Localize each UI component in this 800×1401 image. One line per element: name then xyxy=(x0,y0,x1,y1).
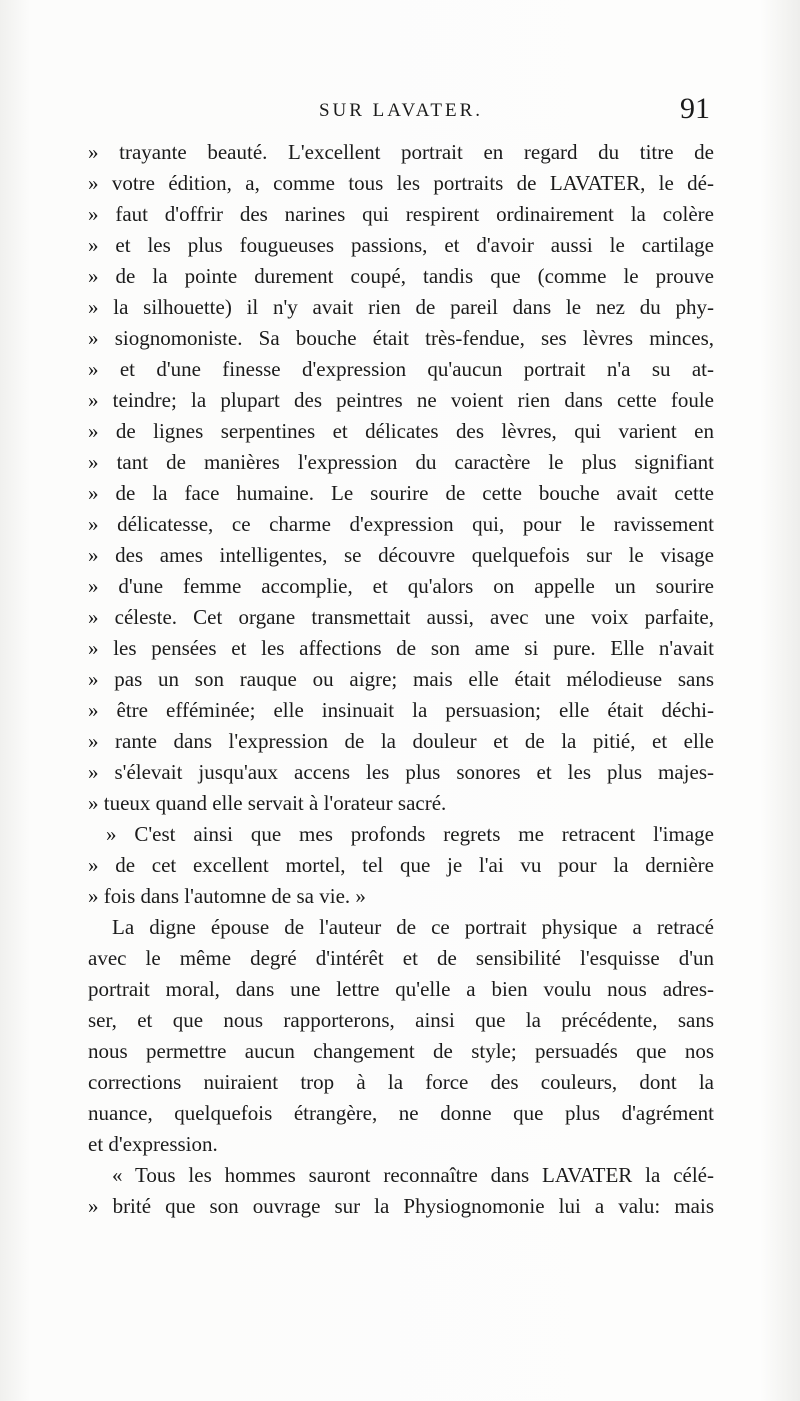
body-text xyxy=(88,137,714,1222)
text-line: » fois dans l'automne de sa vie. » xyxy=(88,884,366,908)
page-number: 91 xyxy=(680,92,710,125)
text-line: portrait moral, dans une lettre qu'elle a bien voulu nous adres- xyxy=(88,977,714,1001)
text-line: » s'élevait jusqu'aux accens les plus sonores et les plus majes- xyxy=(88,760,714,784)
text-line: avec le même degré d'intérêt et de sensibilité l'esquisse d'un xyxy=(88,946,714,970)
text-line: nous permettre aucun changement de style; persuadés que nos xyxy=(88,1039,714,1063)
text-line: » rante dans l'expression de la douleur et de la pitié, et elle xyxy=(88,729,714,753)
text-line: » de la pointe durement coupé, tandis que (comme le prouve xyxy=(88,264,714,288)
text-line: » teindre; la plupart des peintres ne voient rien dans cette foule xyxy=(88,388,714,412)
text-line: « Tous les hommes sauront reconnaître dans LAVATER la célé- xyxy=(112,1163,714,1187)
text-line: ser, et que nous rapporterons, ainsi que la précédente, sans xyxy=(88,1008,714,1032)
text-line: » votre édition, a, comme tous les portraits de LAVATER, le dé- xyxy=(88,171,714,195)
text-line: » d'une femme accomplie, et qu'alors on appelle un sourire xyxy=(88,574,714,598)
text-line: » de lignes serpentines et délicates des lèvres, qui varient en xyxy=(88,419,714,443)
text-line: » C'est ainsi que mes profonds regrets me retracent l'image xyxy=(106,822,714,846)
text-line: » de cet excellent mortel, tel que je l'ai vu pour la dernière xyxy=(88,853,714,877)
text-line: » brité que son ouvrage sur la Physiognomonie lui a valu: mais xyxy=(88,1194,714,1218)
text-line: » pas un son rauque ou aigre; mais elle était mélodieuse sans xyxy=(88,667,714,691)
text-line: » et d'une finesse d'expression qu'aucun portrait n'a su at- xyxy=(88,357,714,381)
text-line: » céleste. Cet organe transmettait aussi, avec une voix parfaite, xyxy=(88,605,714,629)
text-line: » tueux quand elle servait à l'orateur sacré. xyxy=(88,791,447,815)
text-line: » faut d'offrir des narines qui respirent ordinairement la colère xyxy=(88,202,714,226)
text-line: » siognomoniste. Sa bouche était très-fendue, ses lèvres minces, xyxy=(88,326,714,350)
text-line: » des ames intelligentes, se découvre quelquefois sur le visage xyxy=(88,543,714,567)
text-line: nuance, quelquefois étrangère, ne donne que plus d'agrément xyxy=(88,1101,714,1125)
text-line: » de la face humaine. Le sourire de cette bouche avait cette xyxy=(88,481,714,505)
text-line: » et les plus fougueuses passions, et d'avoir aussi le cartilage xyxy=(88,233,714,257)
running-title: SUR LAVATER. xyxy=(318,100,484,121)
text-line: » être efféminée; elle insinuait la persuasion; elle était déchi- xyxy=(88,698,714,722)
text-line: » trayante beauté. L'excellent portrait en regard du titre de xyxy=(88,140,714,164)
text-line: » tant de manières l'expression du caractère le plus signifiant xyxy=(88,450,714,474)
text-line: La digne épouse de l'auteur de ce portrait physique a retracé xyxy=(112,915,714,939)
text-line: » les pensées et les affections de son ame si pure. Elle n'avait xyxy=(88,636,714,660)
text-line: corrections nuiraient trop à la force des couleurs, dont la xyxy=(88,1070,714,1094)
text-line: » la silhouette) il n'y avait rien de pareil dans le nez du phy- xyxy=(88,295,714,319)
page-header xyxy=(86,92,716,132)
text-line: et d'expression. xyxy=(88,1132,218,1156)
text-line: » délicatesse, ce charme d'expression qui, pour le ravissement xyxy=(88,512,714,536)
